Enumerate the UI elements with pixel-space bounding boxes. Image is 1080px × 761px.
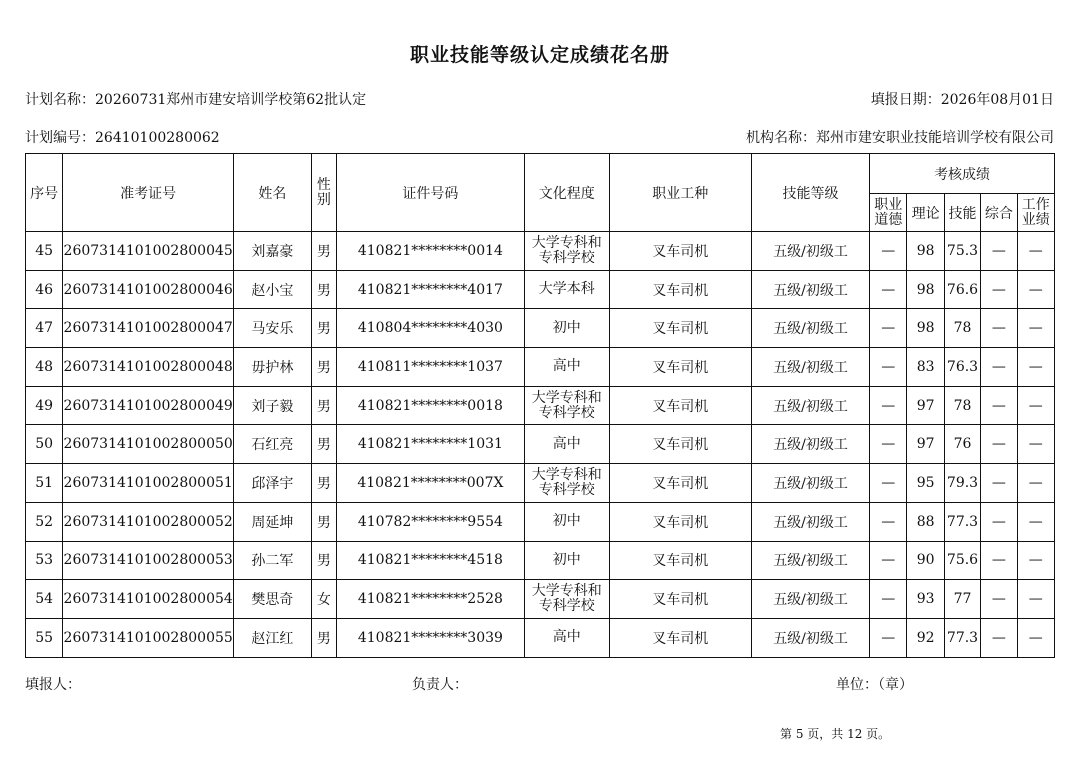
cell-comprehensive: — [981,541,1017,580]
cell-comprehensive: — [981,618,1017,657]
cell-skill: 78 [944,386,980,425]
cell-education: 大学专科和专科学校 [524,580,609,619]
cell-comprehensive: — [981,425,1017,464]
cell-education: 初中 [524,502,609,541]
cell-skill-level: 五级/初级工 [751,232,869,271]
cell-seq: 49 [26,386,63,425]
cell-seq: 54 [26,580,63,619]
header-education: 文化程度 [524,154,609,232]
cell-skill-level: 五级/初级工 [751,502,869,541]
cell-theory: 83 [907,348,944,387]
cell-occupation: 叉车司机 [609,541,751,580]
cell-id-no: 410821********1031 [336,425,524,464]
header-skill: 技能 [944,194,980,232]
cell-comprehensive: — [981,232,1017,271]
cell-skill-level: 五级/初级工 [751,541,869,580]
footer-reporter: 填报人： [25,677,81,693]
cell-gender: 男 [311,270,336,309]
cell-id-no: 410821********2528 [336,580,524,619]
cell-work-performance: — [1017,580,1054,619]
cell-skill-level: 五级/初级工 [751,464,869,503]
table-row [26,309,1055,348]
cell-skill-level: 五级/初级工 [751,618,869,657]
document-title: 职业技能等级认定成绩花名册 [409,44,670,66]
cell-work-performance: — [1017,232,1054,271]
table-row [26,386,1055,425]
roster-body [26,232,1055,658]
cell-seq: 53 [26,541,63,580]
cell-skill: 79.3 [944,464,980,503]
header-comprehensive: 综合 [981,194,1017,232]
cell-work-performance: — [1017,309,1054,348]
cell-skill: 77.3 [944,502,980,541]
cell-seq: 50 [26,425,63,464]
cell-seq: 47 [26,309,63,348]
cell-education: 大学专科和专科学校 [524,464,609,503]
table-row [26,425,1055,464]
cell-theory: 98 [907,232,944,271]
cell-comprehensive: — [981,386,1017,425]
cell-name: 石红亮 [234,425,312,464]
cell-gender: 男 [311,309,336,348]
header-scores-group: 考核成绩 [870,154,1055,194]
cell-work-performance: — [1017,464,1054,503]
plan-number: 计划编号：26410100280062 [25,130,220,146]
cell-skill: 75.3 [944,232,980,271]
cell-comprehensive: — [981,502,1017,541]
cell-name: 刘嘉豪 [234,232,312,271]
cell-occupation: 叉车司机 [609,464,751,503]
cell-theory: 93 [907,580,944,619]
cell-ethics: — [870,541,907,580]
cell-skill: 76 [944,425,980,464]
cell-education: 大学本科 [524,270,609,309]
cell-exam-no: 2607314101002800050 [63,425,234,464]
cell-education: 高中 [524,348,609,387]
cell-occupation: 叉车司机 [609,502,751,541]
cell-id-no: 410821********3039 [336,618,524,657]
cell-occupation: 叉车司机 [609,580,751,619]
footer-unit-seal: 单位：（章） [836,677,913,693]
cell-work-performance: — [1017,348,1054,387]
cell-id-no: 410821********4017 [336,270,524,309]
cell-comprehensive: — [981,464,1017,503]
header-row [26,154,1055,194]
table-row [26,541,1055,580]
cell-education: 高中 [524,425,609,464]
cell-gender: 男 [311,464,336,503]
cell-education: 大学专科和专科学校 [524,386,609,425]
cell-education: 初中 [524,541,609,580]
cell-exam-no: 2607314101002800047 [63,309,234,348]
cell-ethics: — [870,386,907,425]
cell-ethics: — [870,425,907,464]
cell-exam-no: 2607314101002800046 [63,270,234,309]
cell-skill-level: 五级/初级工 [751,580,869,619]
cell-skill-level: 五级/初级工 [751,270,869,309]
cell-skill-level: 五级/初级工 [751,386,869,425]
cell-education: 初中 [524,309,609,348]
cell-id-no: 410821********4518 [336,541,524,580]
cell-seq: 48 [26,348,63,387]
cell-gender: 男 [311,386,336,425]
header-skill-level: 技能等级 [751,154,869,232]
header-ethics: 职业道德 [870,194,907,232]
cell-name: 赵小宝 [234,270,312,309]
cell-occupation: 叉车司机 [609,232,751,271]
cell-id-no: 410782********9554 [336,502,524,541]
cell-occupation: 叉车司机 [609,309,751,348]
cell-seq: 52 [26,502,63,541]
cell-exam-no: 2607314101002800048 [63,348,234,387]
cell-exam-no: 2607314101002800045 [63,232,234,271]
cell-seq: 51 [26,464,63,503]
header-exam-no: 准考证号 [63,154,234,232]
cell-theory: 92 [907,618,944,657]
footer-leader: 负责人： [412,677,468,693]
cell-id-no: 410821********0014 [336,232,524,271]
cell-gender: 女 [311,580,336,619]
table-row [26,464,1055,503]
cell-gender: 男 [311,232,336,271]
cell-work-performance: — [1017,502,1054,541]
cell-theory: 97 [907,386,944,425]
table-row [26,232,1055,271]
cell-work-performance: — [1017,270,1054,309]
header-gender: 性别 [311,154,336,232]
cell-id-no: 410804********4030 [336,309,524,348]
cell-name: 周延坤 [234,502,312,541]
cell-occupation: 叉车司机 [609,386,751,425]
table-row [26,618,1055,657]
cell-occupation: 叉车司机 [609,348,751,387]
page-indicator: 第 5 页，共 12 页。 [780,727,891,741]
table-row [26,270,1055,309]
cell-occupation: 叉车司机 [609,618,751,657]
organization-name: 机构名称：郑州市建安职业技能培训学校有限公司 [746,130,1054,146]
cell-gender: 男 [311,348,336,387]
cell-gender: 男 [311,541,336,580]
cell-work-performance: — [1017,618,1054,657]
cell-exam-no: 2607314101002800055 [63,618,234,657]
cell-exam-no: 2607314101002800049 [63,386,234,425]
table-row [26,348,1055,387]
cell-gender: 男 [311,425,336,464]
cell-gender: 男 [311,618,336,657]
header-theory: 理论 [907,194,944,232]
cell-skill-level: 五级/初级工 [751,309,869,348]
cell-ethics: — [870,580,907,619]
cell-name: 樊思奇 [234,580,312,619]
cell-ethics: — [870,270,907,309]
cell-theory: 90 [907,541,944,580]
cell-name: 刘子毅 [234,386,312,425]
cell-exam-no: 2607314101002800052 [63,502,234,541]
score-roster-table [25,153,1055,658]
cell-ethics: — [870,464,907,503]
cell-name: 马安乐 [234,309,312,348]
cell-theory: 95 [907,464,944,503]
cell-skill: 76.3 [944,348,980,387]
cell-exam-no: 2607314101002800051 [63,464,234,503]
cell-seq: 46 [26,270,63,309]
cell-skill: 77.3 [944,618,980,657]
cell-education: 高中 [524,618,609,657]
cell-ethics: — [870,309,907,348]
cell-seq: 45 [26,232,63,271]
cell-ethics: — [870,618,907,657]
cell-ethics: — [870,232,907,271]
cell-skill: 76.6 [944,270,980,309]
cell-theory: 98 [907,309,944,348]
cell-name: 赵江红 [234,618,312,657]
cell-skill-level: 五级/初级工 [751,348,869,387]
header-occupation: 职业工种 [609,154,751,232]
cell-work-performance: — [1017,541,1054,580]
cell-seq: 55 [26,618,63,657]
cell-theory: 97 [907,425,944,464]
cell-ethics: — [870,502,907,541]
cell-ethics: — [870,348,907,387]
cell-exam-no: 2607314101002800054 [63,580,234,619]
cell-occupation: 叉车司机 [609,270,751,309]
cell-exam-no: 2607314101002800053 [63,541,234,580]
cell-work-performance: — [1017,425,1054,464]
cell-gender: 男 [311,502,336,541]
header-seq: 序号 [26,154,63,232]
cell-education: 大学专科和专科学校 [524,232,609,271]
header-name: 姓名 [234,154,312,232]
cell-skill: 78 [944,309,980,348]
cell-id-no: 410821********0018 [336,386,524,425]
cell-comprehensive: — [981,309,1017,348]
plan-name: 计划名称：20260731郑州市建安培训学校第62批认定 [25,92,367,108]
cell-skill: 75.6 [944,541,980,580]
cell-comprehensive: — [981,580,1017,619]
cell-skill-level: 五级/初级工 [751,425,869,464]
header-id-no: 证件号码 [336,154,524,232]
cell-skill: 77 [944,580,980,619]
cell-name: 毋护林 [234,348,312,387]
cell-name: 邱泽宇 [234,464,312,503]
cell-id-no: 410811********1037 [336,348,524,387]
table-row [26,580,1055,619]
cell-comprehensive: — [981,348,1017,387]
cell-comprehensive: — [981,270,1017,309]
cell-work-performance: — [1017,386,1054,425]
fill-date: 填报日期：2026年08月01日 [870,92,1054,108]
cell-name: 孙二军 [234,541,312,580]
cell-id-no: 410821********007X [336,464,524,503]
cell-occupation: 叉车司机 [609,425,751,464]
cell-theory: 98 [907,270,944,309]
table-row [26,502,1055,541]
header-work-performance: 工作业绩 [1017,194,1054,232]
cell-theory: 88 [907,502,944,541]
